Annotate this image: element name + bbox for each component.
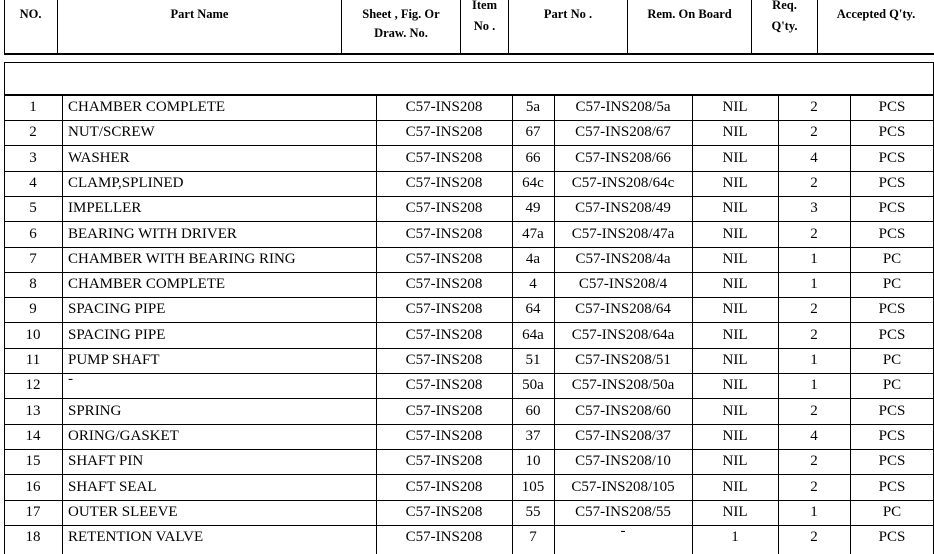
sheet-drawing-no: C57-INS208 [405,276,483,292]
rem-on-board: NIL [722,150,748,166]
part-name: RETENTION VALVE [68,529,204,545]
table-row [0,171,934,196]
table-row [0,424,934,449]
header-part-name: Part Name [58,0,342,53]
sheet-drawing-no: C57-INS208 [405,251,483,267]
header-no: NO. [4,0,58,53]
table-row [0,348,934,373]
required-qty: 3 [810,200,818,216]
accepted-qty-unit: PC [882,504,902,520]
accepted-qty-unit: PCS [878,175,906,191]
part-name: CHAMBER COMPLETE [68,276,226,292]
part-no: C57-INS208/60 [575,403,671,419]
sheet-drawing-no: C57-INS208 [405,200,483,216]
item-no: 37 [525,428,541,444]
part-no: C57-INS208/66 [575,150,671,166]
required-qty: 2 [810,124,818,140]
rem-on-board: NIL [722,403,748,419]
table-row [0,95,934,120]
accepted-qty-unit: PCS [878,99,906,115]
sheet-drawing-no: C57-INS208 [405,479,483,495]
accepted-qty-unit: PCS [878,226,906,242]
part-no: C57-INS208/64c [571,175,675,191]
header-req-qty: Req. Q'ty. [752,0,818,53]
required-qty: 4 [810,428,818,444]
required-qty: 2 [810,529,818,545]
part-name: OUTER SLEEVE [68,504,178,520]
part-no: C57-INS208/47a [571,226,675,242]
rem-on-board: 1 [731,529,739,545]
required-qty: 2 [810,403,818,419]
item-no: 7 [529,529,537,545]
row-number: 5 [29,200,37,216]
row-number: 12 [25,377,41,393]
rem-on-board: NIL [722,175,748,191]
table-row [0,196,934,221]
accepted-qty-unit: PC [882,276,902,292]
item-no: 105 [521,479,545,495]
required-qty: 2 [810,301,818,317]
accepted-qty-unit: PCS [878,301,906,317]
part-no: C57-INS208/4a [575,251,671,267]
accepted-qty-unit: PCS [878,327,906,343]
part-name: ORING/GASKET [68,428,179,444]
table-row [0,449,934,474]
part-name: SHAFT SEAL [68,479,157,495]
part-no: - [620,525,626,539]
part-name: CHAMBER COMPLETE [68,99,226,115]
item-no: 66 [525,150,541,166]
part-no: C57-INS208/10 [575,453,671,469]
table-row [0,120,934,145]
rem-on-board: NIL [722,479,748,495]
table-row [0,146,934,171]
table-row [0,323,934,348]
table-row [0,500,934,525]
sheet-drawing-no: C57-INS208 [405,327,483,343]
accepted-qty-unit: PC [882,377,902,393]
table-row [0,373,934,398]
accepted-qty-unit: PCS [878,428,906,444]
part-no: C57-INS208/5a [575,99,671,115]
table-row [0,399,934,424]
accepted-qty-unit: PCS [878,124,906,140]
item-no: 5a [525,99,541,115]
rem-on-board: NIL [722,124,748,140]
table-header [0,0,934,55]
part-name: NUT/SCREW [68,124,155,140]
required-qty: 1 [810,276,818,292]
row-number: 7 [29,251,37,267]
table-row [0,525,934,550]
row-number: 4 [29,175,37,191]
required-qty: 1 [810,352,818,368]
item-no: 64 [525,301,541,317]
sheet-drawing-no: C57-INS208 [405,301,483,317]
accepted-qty-unit: PC [882,352,902,368]
part-no: C57-INS208/37 [575,428,671,444]
row-number: 2 [29,124,37,140]
sheet-drawing-no: C57-INS208 [405,352,483,368]
part-name: WASHER [68,150,130,166]
rem-on-board: NIL [722,251,748,267]
header-rem-on-board: Rem. On Board [628,0,752,53]
rem-on-board: NIL [722,453,748,469]
item-no: 47a [522,226,544,242]
item-no: 4a [525,251,541,267]
required-qty: 2 [810,453,818,469]
table-row [0,297,934,322]
rem-on-board: NIL [722,200,748,216]
sheet-drawing-no: C57-INS208 [405,529,483,545]
header-left-border [4,0,5,54]
accepted-qty-unit: PCS [878,479,906,495]
part-name: SHAFT PIN [68,453,144,469]
item-no: 10 [525,453,541,469]
part-name: CHAMBER WITH BEARING RING [68,251,296,267]
header-part-no: Part No . [509,0,628,53]
table-row [0,222,934,247]
row-number: 6 [29,226,37,242]
row-number: 9 [29,301,37,317]
accepted-qty-unit: PCS [878,403,906,419]
rem-on-board: NIL [722,276,748,292]
sheet-drawing-no: C57-INS208 [405,175,483,191]
rem-on-board: NIL [722,377,748,393]
header-accepted-qty: Accepted Q'ty. [836,7,916,21]
part-no: C57-INS208/49 [575,200,671,216]
row-number: 13 [25,403,41,419]
part-no: C57-INS208/105 [571,479,675,495]
sheet-drawing-no: C57-INS208 [405,504,483,520]
part-no: C57-INS208/55 [575,504,671,520]
rem-on-board: NIL [722,301,748,317]
sheet-drawing-no: C57-INS208 [405,428,483,444]
sheet-drawing-no: C57-INS208 [405,99,483,115]
accepted-qty-unit: PC [882,251,902,267]
sheet-drawing-no: C57-INS208 [405,403,483,419]
rem-on-board: NIL [722,99,748,115]
header-item-no: Item No . [461,0,509,53]
row-number: 17 [25,504,41,520]
sheet-drawing-no: C57-INS208 [405,124,483,140]
part-name: SPACING PIPE [68,327,166,343]
required-qty: 2 [810,99,818,115]
required-qty: 2 [810,175,818,191]
rem-on-board: NIL [722,327,748,343]
part-no: C57-INS208/50a [571,377,675,393]
table-row [0,475,934,500]
part-name: PUMP SHAFT [68,352,160,368]
rem-on-board: NIL [722,352,748,368]
required-qty: 2 [810,479,818,495]
row-number: 18 [25,529,41,545]
required-qty: 2 [810,226,818,242]
header-sheet: Sheet , Fig. Or Draw. No. [342,0,461,53]
item-no: 55 [525,504,541,520]
part-no: C57-INS208/51 [575,352,671,368]
part-name: CLAMP,SPLINED [68,175,184,191]
item-no: 64c [522,175,544,191]
part-no: C57-INS208/64 [575,301,671,317]
accepted-qty-unit: PCS [878,200,906,216]
item-no: 51 [525,352,541,368]
part-no: C57-INS208/67 [575,124,671,140]
accepted-qty-unit: PCS [878,529,906,545]
sheet-drawing-no: C57-INS208 [405,226,483,242]
part-name: IMPELLER [68,200,142,216]
row-number: 14 [25,428,41,444]
rem-on-board: NIL [722,226,748,242]
row-number: 1 [29,99,37,115]
sheet-drawing-no: C57-INS208 [405,150,483,166]
required-qty: 1 [810,251,818,267]
row-number: 10 [25,327,41,343]
required-qty: 1 [810,504,818,520]
part-no: C57-INS208/4 [578,276,668,292]
item-no: 67 [525,124,541,140]
item-no: 64a [522,327,544,343]
row-number: 11 [25,352,41,368]
sheet-drawing-no: C57-INS208 [405,453,483,469]
part-no: C57-INS208/64a [571,327,675,343]
part-name: SPRING [68,403,122,419]
required-qty: 4 [810,150,818,166]
table-row [0,247,934,272]
row-number: 3 [29,150,37,166]
part-name: SPACING PIPE [68,301,166,317]
row-number: 16 [25,479,41,495]
accepted-qty-unit: PCS [878,150,906,166]
required-qty: 1 [810,377,818,393]
required-qty: 2 [810,327,818,343]
item-no: 49 [525,200,541,216]
row-number: 8 [29,276,37,292]
sheet-drawing-no: C57-INS208 [405,377,483,393]
row-number: 15 [25,453,41,469]
item-no: 50a [522,377,544,393]
part-name: - [68,373,73,387]
part-name: BEARING WITH DRIVER [68,226,237,242]
accepted-qty-unit: PCS [878,453,906,469]
item-no: 4 [529,276,537,292]
separator-top-rule [4,62,934,63]
rem-on-board: NIL [722,428,748,444]
header-bottom-rule [4,53,934,55]
rem-on-board: NIL [722,504,748,520]
item-no: 60 [525,403,541,419]
table-row [0,272,934,297]
